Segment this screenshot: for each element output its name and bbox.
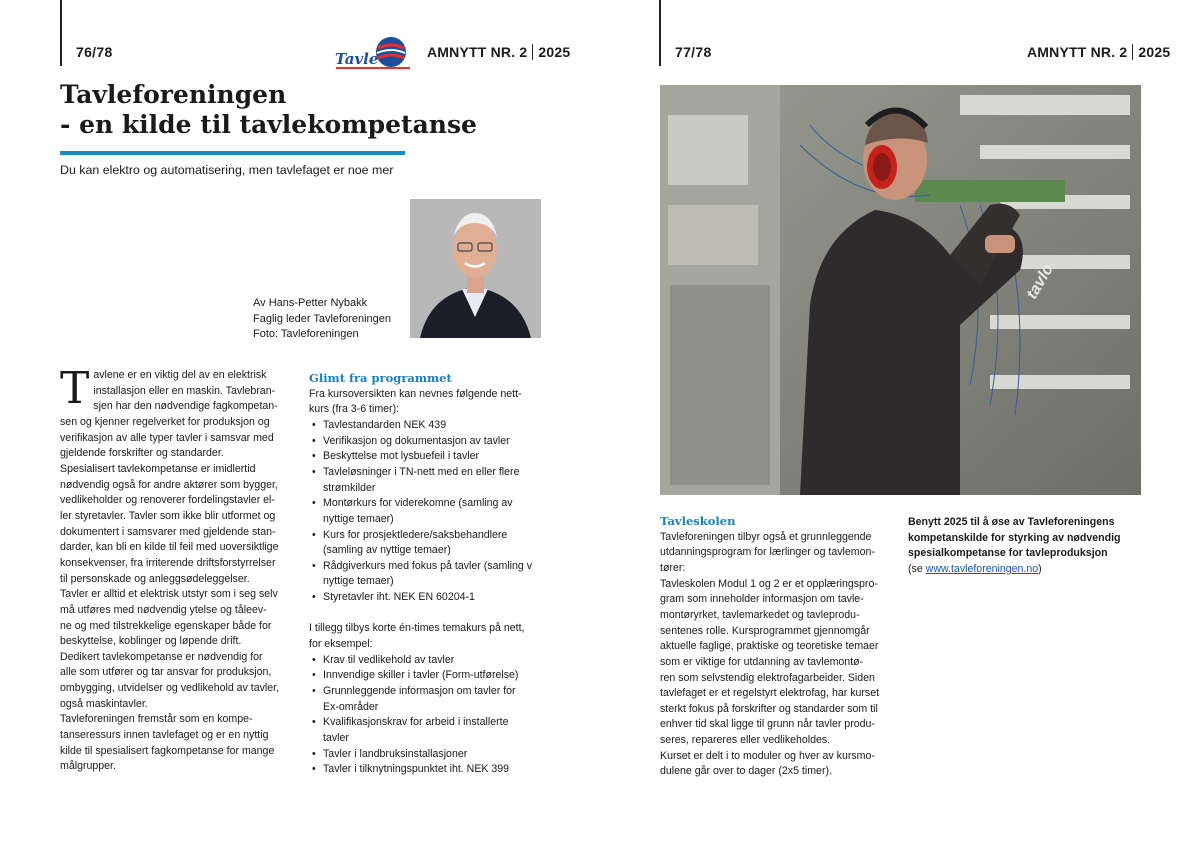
- body-line: Tavleskolen Modul 1 og 2 er et opplæringspro-: [660, 577, 878, 590]
- left-margin-rule: [60, 0, 62, 66]
- body-line: konsekvenser, fra irriterende driftsforstyrrelser: [60, 556, 276, 569]
- body-line: tanseressurs innen tavlefaget og er en nyttig: [60, 729, 269, 742]
- body-line: beskyttelse, koblinger og løpende drift.: [60, 635, 242, 648]
- body-column-2: [309, 371, 549, 778]
- callout-box: [908, 515, 1121, 577]
- list-item: • Montørkurs for viderekomne (samling av nyttige temaer): [309, 496, 549, 527]
- body-line: nødvendig også for andre aktører som bygger,: [60, 478, 278, 491]
- program-intro2-line: for eksempel:: [309, 638, 373, 651]
- magazine-name: AMNYTT NR. 2: [427, 44, 528, 60]
- body-line: ren som selvstendig elektrofagarbeider. Siden: [660, 671, 875, 684]
- body-line: alle som utfører og tar ansvar for produksjon,: [60, 666, 272, 679]
- lead-text: Du kan elektro og automatisering, men tavlefaget er noe mer: [60, 163, 394, 177]
- course-list: [309, 418, 549, 606]
- body-line: som er viktige for utdanning av tavlemontø-: [660, 655, 864, 668]
- author-portrait: [410, 199, 541, 338]
- body-line: vedlikeholder og renoverer fordelingstavler el-: [60, 494, 275, 507]
- body-line: montøryrket, tavlemarkedet og tavleprodu-: [660, 608, 860, 621]
- shirt-print: tavlo: [1023, 261, 1057, 303]
- list-item: • Kurs for prosjektledere/saksbehandlere (samling av nyttige temaer): [309, 528, 549, 559]
- list-item: • Krav til vedlikehold av tavler: [309, 653, 549, 669]
- body-line: sjen har den nødvendige fagkompetan-: [93, 400, 278, 413]
- byline-photo-credit: Foto: Tavleforeningen: [253, 328, 359, 340]
- title-line-1: Tavleforeningen: [60, 80, 287, 109]
- list-item: • Tavleløsninger i TN-nett med en eller flere strømkilder: [309, 465, 549, 496]
- drop-cap: T: [60, 363, 90, 414]
- title-line-2: - en kilde til tavlekompetanse: [60, 110, 477, 139]
- byline-author: Av Hans-Petter Nybakk: [253, 297, 368, 309]
- body-line: avlene er en viktig del av en elektrisk: [93, 369, 267, 381]
- magazine-header-right: [1027, 44, 1170, 60]
- body-line: seres, repareres eller vedlikeholdes.: [660, 734, 831, 747]
- body-line: tører:: [660, 561, 686, 574]
- list-item: • Grunnleggende informasjon om tavler for Ex-områder: [309, 684, 549, 715]
- list-item: • Innvendige skiller i tavler (Form-utførelse): [309, 668, 549, 684]
- body-line: kilde til spesialisert fagkompetanse for mange: [60, 744, 275, 757]
- body-line: dulene går over to dager (2x5 timer).: [660, 765, 832, 778]
- link-suffix: ): [1038, 562, 1042, 575]
- list-item: • Styretavler iht. NEK EN 60204-1: [309, 590, 549, 606]
- body-line: dokumentert i samsvarer med gjeldende stan-: [60, 525, 276, 538]
- logo-text: Tavle: [335, 50, 379, 68]
- body-line: sterkt fokus på forskrifter og standarder som til: [660, 702, 878, 715]
- page-number-right: 77/78: [675, 44, 712, 60]
- byline-role: Faglig leder Tavleforeningen: [253, 312, 391, 325]
- body-line: installasjon eller en maskin. Tavlebran-: [93, 384, 276, 397]
- website-link[interactable]: www.tavleforeningen.no: [925, 562, 1039, 575]
- body-line: verifikasjon av alle typer tavler i samsvar med: [60, 431, 274, 444]
- body-line: tavlefaget er et regelstyrt elektrofag, har kurset: [660, 687, 880, 700]
- body-line: aktuelle faglige, praktiske og teoretiske temaer: [660, 640, 879, 653]
- list-item: • Beskyttelse mot lysbuefeil i tavler: [309, 449, 549, 465]
- list-item: • Rådgiverkurs med fokus på tavler (samling v nyttige temaer): [309, 559, 549, 590]
- article-title: [60, 80, 477, 140]
- body-line: også maskintavler.: [60, 697, 148, 710]
- body-line: Tavler er alltid et elektrisk utstyr som i seg selv: [60, 588, 278, 601]
- magazine-year: 2025: [1138, 44, 1171, 60]
- technician-wiring-photo: [660, 85, 1141, 495]
- tavleskolen-column: [660, 514, 900, 780]
- body-line: må utføres med nødvendig ytelse og tåleev-: [60, 603, 267, 616]
- short-course-list: [309, 653, 549, 778]
- byline: [253, 296, 391, 343]
- callout-link-line: [908, 562, 1121, 578]
- body-lines: [60, 415, 295, 775]
- body-line: ler styretavler. Tavler som ikke blir utformet og: [60, 509, 276, 522]
- title-underline-bar: [60, 151, 405, 155]
- body-line: ombygging, utvidelser og vedlikehold av tavler,: [60, 682, 280, 695]
- link-prefix: (se: [908, 562, 926, 575]
- body-line: Dedikert tavlekompetanse er nødvendig for: [60, 650, 263, 663]
- body-line: sentenes rolle. Kursprogrammet gjennomgår: [660, 624, 870, 637]
- body-line: Spesialisert tavlekompetanse er imidlertid: [60, 462, 256, 475]
- program-intro-line: Fra kursoversikten kan nevnes følgende nett-: [309, 387, 522, 400]
- tavleforeningen-logo: [334, 34, 412, 74]
- body-line: Tavleforeningen fremstår som en kompe-: [60, 713, 253, 726]
- body-line: sen og kjenner regelverket for produksjon og: [60, 415, 270, 428]
- program-heading: Glimt fra programmet: [309, 371, 452, 385]
- list-item: • Tavler i tilknytningspunktet iht. NEK 399: [309, 762, 549, 778]
- callout-line: spesialkompetanse for tavleproduksjon: [908, 547, 1108, 560]
- tavleskolen-heading: Tavleskolen: [660, 514, 736, 528]
- header-divider: [532, 44, 533, 60]
- page-number-left: 76/78: [76, 44, 113, 60]
- body-line: Tavleforeningen tilbyr også et grunnleggende: [660, 530, 872, 543]
- body-line: utdanningsprogram for lærlinger og tavlemon-: [660, 546, 875, 559]
- body-line: gram som inneholder informasjon om tavle-: [660, 593, 864, 606]
- body-line: Kurset er delt i to moduler og hver av kursmo-: [660, 749, 875, 762]
- body-line: darder, kan bli en kilde til feil med uoversiktlige: [60, 541, 279, 554]
- list-item: • Tavlestandarden NEK 439: [309, 418, 549, 434]
- header-divider: [1132, 44, 1133, 60]
- callout-line: kompetanskilde for styrking av nødvendig: [908, 531, 1121, 544]
- body-line: enhver tid skal ligge til grunn når tavler produ-: [660, 718, 875, 731]
- body-line: til personskade og anleggsødeleggelser.: [60, 572, 250, 585]
- magazine-year: 2025: [538, 44, 571, 60]
- magazine-header-left: [427, 44, 570, 60]
- list-item: • Kvalifikasjonskrav for arbeid i installerte tavler: [309, 715, 549, 746]
- program-intro2-line: I tillegg tilbys korte én-times temakurs på nett,: [309, 622, 525, 635]
- body-line: gjeldende forskrifter og standarder.: [60, 447, 224, 460]
- right-margin-rule: [659, 0, 661, 66]
- list-item: • Tavler i landbruksinstallasjoner: [309, 747, 549, 763]
- magazine-name: AMNYTT NR. 2: [1027, 44, 1128, 60]
- list-item: • Verifikasjon og dokumentasjon av tavler: [309, 434, 549, 450]
- program-intro-line: kurs (fra 3-6 timer):: [309, 403, 400, 416]
- body-column-1: [60, 363, 295, 775]
- callout-line: Benytt 2025 til å øse av Tavleforeningens: [908, 516, 1115, 528]
- body-line: ne og med tilstrekkelige egenskaper både for: [60, 619, 272, 632]
- body-line: målgrupper.: [60, 760, 116, 773]
